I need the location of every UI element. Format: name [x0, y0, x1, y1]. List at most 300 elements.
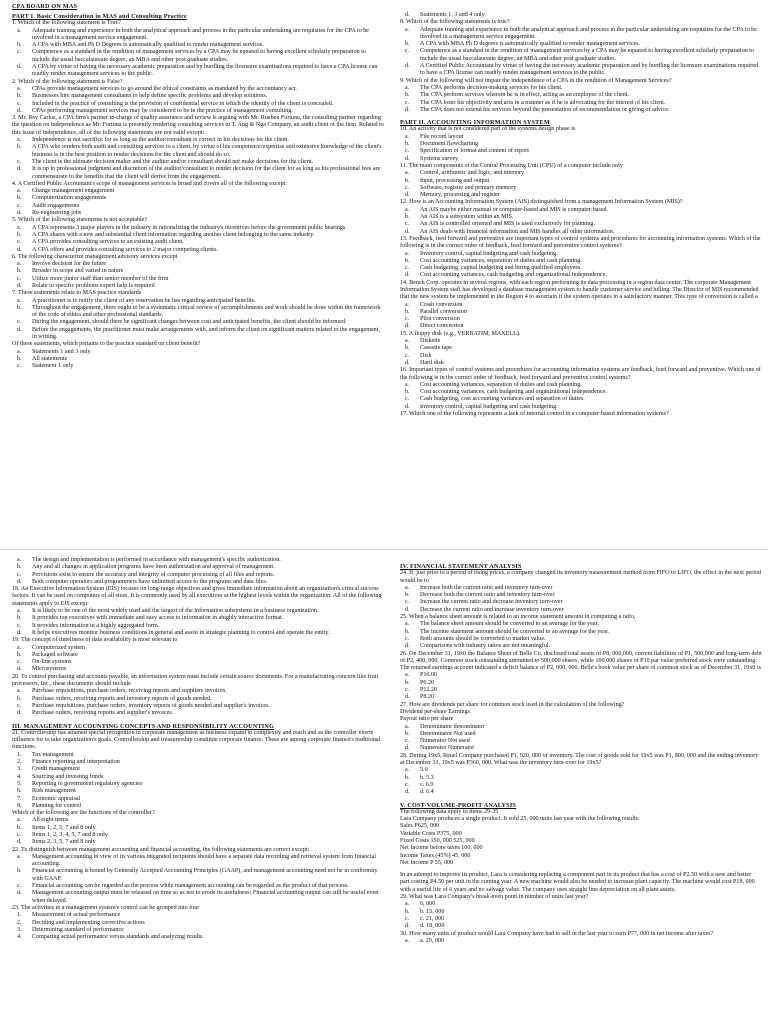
answer-option	[400, 258, 762, 265]
section-heading: III. MANAGEMENT ACCOUNTING CONCEPTS AND RESPONSIBILITY ACCOUNTING	[12, 722, 275, 730]
option-letter: b.	[405, 308, 410, 315]
answer-option	[12, 349, 384, 356]
answer-option	[400, 107, 762, 114]
option-letter: b.	[17, 651, 22, 658]
answer-option	[12, 579, 384, 586]
answer-option	[12, 298, 384, 305]
option-letter: a.	[405, 937, 410, 944]
option-text: Reporting to government regulatory agencies	[32, 780, 143, 787]
option-text: Comparing actual performance versus standards and analyzing results.	[32, 934, 204, 941]
option-letter: a.	[17, 188, 22, 195]
option-text: Any and all changes in application programs have been authorization and approval of management.	[32, 564, 275, 571]
option-letter: c.	[405, 738, 410, 745]
option-text: An AIS is controlled oriented and MIS is used exclusively for planning.	[420, 221, 595, 228]
option-letter: c.	[17, 100, 22, 107]
option-letter: c.	[17, 363, 22, 370]
option-text: Items 2, 3, 5, 7 and 8 only	[32, 839, 96, 846]
column-top-right	[400, 12, 762, 418]
option-letter: a.	[17, 261, 22, 268]
answer-option	[400, 396, 762, 403]
option-letter: a.	[405, 84, 410, 91]
answer-option	[12, 195, 384, 202]
option-letter: b.	[17, 268, 22, 275]
option-text: b. 5.3	[420, 774, 434, 781]
answer-option	[400, 901, 762, 908]
answer-option	[12, 703, 384, 710]
answer-option	[12, 327, 384, 342]
option-text: Financial accounting can be regarded as the process while management accounting can be regarded as the product of that process.	[32, 883, 349, 890]
question-text: Which of the following are the functions of the controller?	[12, 810, 155, 817]
option-letter: d.	[17, 890, 22, 897]
option-letter: 3.	[17, 766, 22, 773]
option-letter: d.	[17, 246, 22, 253]
question-text: Of these statements, which pertains to the practice standard on client benefit?	[12, 341, 201, 348]
option-text: Adequate training and experience in both the analytical approach and process in the particular undertaking are requisites for the CPA to be involved in a management service engagement.	[32, 27, 370, 41]
option-text: Numerator Numerator	[420, 745, 475, 752]
option-letter: b.	[17, 695, 22, 702]
option-text: It is up to professional judgment and discretion of the auditor/consultant to render decision for the client for as long as his professional fees are commensurate to the benefits that the client will derive from the engagement.	[32, 166, 381, 180]
question-text: 16. Important types of control systems and procedures for accounting information systems are feedback, feed forward and preventive. Which one of the following is in the correct order of feedback, feed forward and preventive control systems?	[400, 367, 761, 381]
answer-option	[400, 909, 762, 916]
option-letter: a.	[17, 27, 22, 34]
column-bottom-right	[400, 563, 762, 945]
answer-option	[12, 817, 384, 824]
answer-option	[12, 752, 384, 759]
option-letter: d.	[405, 403, 410, 410]
option-letter: b.	[17, 304, 22, 311]
question-text: 11. The main components of the Central Processing Unit (CPU) of a computer include only	[400, 162, 623, 169]
option-text: Parallel conversion	[420, 308, 467, 315]
option-letter: d.	[405, 745, 410, 752]
option-letter: c.	[17, 622, 22, 629]
option-text: Statements 1 and 3 only	[32, 348, 91, 355]
option-text: Items 1, 2, 5, 7 and 8 only	[32, 824, 96, 831]
option-letter: d.	[405, 63, 410, 70]
option-letter: b.	[17, 93, 22, 100]
option-letter: c.	[17, 571, 22, 578]
option-letter: a.	[17, 688, 22, 695]
answer-option	[12, 239, 384, 246]
answer-option	[12, 645, 384, 652]
question-text: 29. What was Lara Company's break-even point in number of units last year?	[400, 894, 589, 901]
option-text: 6, 000	[420, 901, 436, 908]
option-text: Comparisons with industry ratios are not meaningful.	[420, 643, 551, 650]
option-letter: b.	[17, 868, 22, 875]
option-text: The CPA does not extend his services beyond the presentation of recommendation or giving of advice.	[420, 106, 670, 113]
option-letter: a.	[17, 608, 22, 615]
answer-option	[12, 803, 384, 810]
answer-option	[12, 247, 384, 254]
option-letter: 2.	[17, 919, 22, 926]
answer-option	[400, 178, 762, 185]
option-letter: c.	[17, 702, 22, 709]
option-text: Decrease the current ratio and increase inventory turn-over	[420, 606, 564, 613]
option-letter: 4.	[17, 934, 22, 941]
option-text: Competence as a standard in the rendition of management services by a CPA may be equated to having excellent scholarly preparation to include the usual baccalaureate degree, an MBA and other post graduate studies.	[32, 49, 366, 63]
option-text: Denominator denominator	[420, 723, 485, 730]
answer-option	[400, 302, 762, 309]
answer-option	[400, 687, 762, 694]
option-letter: a.	[17, 348, 22, 355]
answer-option	[400, 599, 762, 606]
answer-option	[400, 731, 762, 738]
option-text: Cash budgeting, cost accounting variances and separation of duties.	[420, 396, 585, 403]
question-text: 13. Feedback, feed forward and preventive are important types of control systems and procedures for accounting information systems. Which of the following is in the correct order of feedback, feed forward and preventive control systems?	[400, 235, 761, 250]
option-text: Risk management	[32, 788, 76, 795]
option-letter: 6.	[17, 788, 22, 795]
question-text: Payout ratio per share	[400, 716, 454, 723]
answer-option	[12, 854, 384, 869]
answer-option	[400, 767, 762, 774]
question-text: Variable Costs P375, 000	[400, 830, 462, 837]
option-text: The CPA loses his objectivity and acts in a manner as if he is advocating for the interest of his client.	[420, 99, 666, 106]
question-text: Sales P625, 000	[400, 823, 440, 830]
option-letter: d.	[405, 192, 410, 199]
option-text: Purchase requisitions, purchase orders, inventory reports of goods needed and supplier's invoices.	[32, 702, 271, 709]
question-text: 24. If, just prior to a period of rising prices, a company changed its inventory measurement method from FIFO to LIFO, the effect in the next period would be to	[400, 570, 762, 584]
option-text: Deciding and implementing corrective actions	[32, 919, 145, 926]
option-text: The balance sheet amount should be converted to an average for the year.	[420, 621, 599, 628]
option-letter: c.	[405, 265, 410, 272]
option-text: Management accounting in view of its various integrated recipients should have a separate data recording and retrieval system from financial accounting.	[32, 853, 377, 868]
option-text: Determining standard of performance	[32, 926, 124, 933]
answer-option	[400, 782, 762, 789]
answer-option	[12, 49, 384, 64]
option-letter: d.	[17, 710, 22, 717]
answer-option	[12, 934, 384, 941]
option-text: c. 6.0	[420, 781, 434, 788]
answer-option	[12, 623, 384, 630]
answer-option	[400, 148, 762, 155]
option-letter: a.	[405, 133, 410, 140]
option-text: Financial accounting is bound by Generally Accepted Accounting Principles (GAAP), and management accounting need not be in conformity with GAAP.	[32, 868, 378, 882]
answer-option	[400, 789, 762, 796]
answer-option	[12, 666, 384, 673]
answer-option	[400, 382, 762, 389]
option-text: Cost accounting variances, cash budgeting and organizational independence.	[420, 272, 607, 279]
option-text: Numerator Not used	[420, 738, 470, 745]
option-text: P16.00	[420, 672, 438, 679]
question-text: 14. Bench Corp. operates in several regions, with each region performing its data processing in a region data center. The corporate Management Information System staff has developed a database management system to handle customer service and billing. The Director of MIS recommended that the new system be implemented in the Region 4 to ascertain if the system operates in a satisfactory manner. This type of conversion is called a	[400, 279, 759, 301]
option-letter: c.	[17, 158, 22, 165]
option-text: P8.20	[420, 694, 435, 701]
option-text: An AIS is a subsystem within an MIS.	[420, 214, 514, 221]
option-text: An AIS maybe either manual or computer-based and MIS is computer-based.	[420, 206, 609, 213]
option-text: Relate to specific problems expert help is required	[32, 282, 155, 289]
question-text: 20. To control purchasing and accounts payable, an information system must include certain source documents. For a manufacturing concern like fruit processors, Inc., these documents should include	[12, 673, 379, 688]
answer-option	[12, 781, 384, 788]
option-text: Included in the practice of consulting is the provision of confidential service in which the identity of the client is concealed.	[32, 100, 334, 107]
option-text: Purchase orders, receiving reports and supplier's invoices.	[32, 710, 174, 717]
answer-option	[12, 839, 384, 846]
answer-option	[400, 185, 762, 192]
option-text: Utilize more junior staff than senior member of the firm	[32, 275, 169, 282]
option-letter: b.	[405, 628, 410, 635]
option-letter: a.	[405, 672, 410, 679]
option-letter: a.	[17, 137, 22, 144]
header-column	[12, 3, 384, 10]
option-text: b. 15, 000	[420, 908, 445, 915]
answer-option	[12, 912, 384, 919]
option-letter: a.	[405, 170, 410, 177]
option-letter: d.	[405, 359, 410, 366]
option-letter: b.	[405, 679, 410, 686]
option-text: d. 18, 000	[420, 923, 445, 930]
option-letter: a.	[405, 250, 410, 257]
option-text: CPAs performing management services may be considered to be in the practice of management consulting.	[32, 107, 293, 114]
option-letter: d.	[405, 272, 410, 279]
page-break-divider	[0, 549, 768, 550]
answer-option	[12, 261, 384, 268]
option-text: Throughout the engagement, there ought to be a systematic critical review of accomplishments and work should be done within the framework of the code of ethics and other professional standards.	[32, 304, 381, 319]
document-header: CPA BOARD ON MAS	[12, 3, 78, 10]
question-text: The following data apply to items 29-35	[400, 808, 499, 815]
option-text: A CPA offers and provides consulting services to 2 major competing clients.	[32, 246, 218, 253]
option-letter: a.	[17, 297, 22, 304]
question-text: 3. Mr. Rey Carlos, a CPA firm's partner in-charge of quality assurance and review is arguing with Mr. Rueben Fortuna, the consulting partner regarding the question on independence as Mr. Fortuna is presently rendering consulting services to T. Ang & Nga Company, an audit client of the firm. Related to this issue of independence, all of the following statements are not valid except:	[12, 115, 384, 136]
answer-option	[400, 923, 762, 930]
option-text: Cost accounting variances, separation of duties and cash planning.	[420, 381, 582, 388]
question-text: 25. When a balance sheet amount is related to an income statement amount in computing a ratio,	[400, 614, 636, 621]
option-text: Tax management	[32, 751, 74, 758]
answer-option	[12, 868, 384, 883]
option-text: A practitioner is to notify the client of any reservation he has regarding anticipated benefits.	[32, 297, 256, 304]
option-letter: b.	[405, 345, 410, 352]
answer-option	[400, 607, 762, 614]
option-letter: a.	[405, 338, 410, 345]
answer-option	[12, 356, 384, 363]
option-letter: b.	[17, 144, 22, 151]
answer-option	[400, 309, 762, 316]
option-text: All eight items	[32, 817, 69, 824]
answer-option	[400, 621, 762, 628]
answer-option	[12, 796, 384, 803]
answer-option	[12, 93, 384, 100]
option-text: Management accounting output must be released on time so as not to erode its usefulness; Financial accounting output can still be useful even when delayed.	[32, 890, 379, 904]
option-letter: d.	[17, 64, 22, 71]
option-text: Change management engagement	[32, 188, 115, 195]
option-letter: c.	[405, 396, 410, 403]
option-text: Credit management	[32, 766, 80, 773]
answer-option	[12, 825, 384, 832]
option-letter: b.	[405, 177, 410, 184]
option-text: Disk	[420, 352, 432, 359]
question-text: 23. The activities in a management system's control can be grouped into four	[12, 904, 200, 911]
option-letter: a.	[405, 584, 410, 591]
option-text: Items 1, 2, 3, 4, 5, 7 and 8 only	[32, 831, 108, 838]
option-letter: c.	[405, 316, 410, 323]
option-letter: c.	[17, 831, 22, 838]
option-text: It is likely to be one of the most widely used and the largest of the information subsystems in a business organization.	[32, 608, 319, 615]
answer-option	[12, 268, 384, 275]
option-letter: 3.	[17, 926, 22, 933]
option-text: Cost accounting variances, separation of duties and cash planning.	[420, 257, 582, 264]
question-text: 17. Which one of the following represents a lack of internal control in a computer-based information systems?	[400, 411, 669, 418]
option-text: Specification of format and content of report	[420, 148, 529, 155]
answer-option	[400, 229, 762, 236]
option-letter: c.	[405, 352, 410, 359]
option-letter: d.	[405, 789, 410, 796]
option-letter: d.	[17, 210, 22, 217]
option-letter: d.	[405, 643, 410, 650]
question-text: 19. The concept of timeliness of data availability is most relevant to	[12, 637, 178, 644]
option-text: On-line systems	[32, 659, 72, 666]
option-text: Decrease both the current ratio and inventory turn-over	[420, 592, 555, 599]
option-text: Audit engagements	[32, 202, 80, 209]
section-heading: PART I. Basic Consideration in MAS and Consulting Practice	[12, 13, 187, 20]
option-letter: d.	[405, 923, 410, 930]
question-text: 5. Which of the following statements is not acceptable?	[12, 217, 148, 224]
option-text: An AIS deals with financial information and MIS handles all other information.	[420, 228, 615, 235]
option-text: Crash conversion	[420, 301, 463, 308]
answer-option	[400, 265, 762, 272]
option-letter: c.	[17, 49, 22, 56]
answer-option	[400, 404, 762, 411]
answer-option	[400, 192, 762, 199]
answer-option	[12, 659, 384, 666]
option-letter: b.	[405, 774, 410, 781]
answer-option	[400, 156, 762, 163]
option-text: Statement 1 only	[32, 363, 74, 370]
option-text: File record layout	[420, 133, 464, 140]
question-text: Dividend per-share Earnings	[400, 708, 470, 715]
option-letter: b.	[405, 257, 410, 264]
question-text: 4. A Certified Public Accountant's scope of management services is broad and covers all of the following except:	[12, 180, 287, 187]
answer-option	[12, 774, 384, 781]
answer-option	[400, 360, 762, 367]
option-letter: d.	[405, 155, 410, 162]
option-text: Economic appraisal	[32, 795, 81, 802]
option-text: All statements	[32, 355, 68, 362]
option-text: The CPA perform services wherein he is in effect, acting as an employee of the client.	[420, 92, 629, 99]
question-text: 22. To distinguish between management accounting and financial accounting, the following statements are correct except:	[12, 846, 310, 853]
option-letter: a.	[405, 301, 410, 308]
option-text: Inventory control, capital budgeting and cash budgeting.	[420, 403, 558, 410]
option-letter: b.	[17, 824, 22, 831]
option-text: Document flowcharting	[420, 141, 479, 148]
option-letter: d.	[17, 282, 22, 289]
option-text: Both computer operators and programmers have unlimited access to the programs and data files.	[32, 578, 268, 585]
question-text: Net Income before taxes 100, 000	[400, 845, 483, 852]
answer-option	[400, 938, 762, 945]
option-letter: b.	[405, 389, 410, 396]
option-text: Software, register and primary memory	[420, 184, 517, 191]
answer-option	[400, 12, 762, 19]
answer-option	[12, 890, 384, 905]
option-text: Cost accounting variances, cash budgeting and organizational independence.	[420, 389, 607, 396]
option-text: A CPA represents 3 major players in the industry in rationalizing the industry's incentives before the government public hearings.	[32, 224, 347, 231]
option-letter: 1.	[17, 912, 22, 919]
option-letter: b.	[405, 908, 410, 915]
option-letter: d.	[17, 578, 22, 585]
option-letter: c.	[17, 883, 22, 890]
option-text: It provides information in a highly aggregated form.	[32, 622, 160, 629]
question-text: 2. Which of the following statement is False?	[12, 78, 123, 85]
answer-option	[12, 630, 384, 637]
question-text: Net Income P 55, 000	[400, 859, 454, 866]
option-letter: 7.	[17, 795, 22, 802]
answer-option	[12, 166, 384, 181]
answer-option	[400, 134, 762, 141]
answer-option	[400, 100, 762, 107]
column-top-left	[12, 13, 384, 371]
answer-option	[12, 920, 384, 927]
answer-option	[400, 694, 762, 701]
option-text: A CPA by virtue of having the necessary academic preparation and by hurdling the licensure examinations required to have a CPA license can readily render management services to the public.	[32, 64, 378, 78]
section-heading: IV. FINANCIAL STATEMENT ANALYSIS	[400, 563, 522, 570]
option-letter: b.	[405, 592, 410, 599]
option-letter: d.	[17, 166, 22, 173]
answer-option	[400, 48, 762, 63]
answer-option	[12, 615, 384, 622]
option-letter: c.	[17, 275, 22, 282]
option-letter: a.	[405, 26, 410, 33]
question-text: 26. On December 31, 19x0 the Balance Sheet of Belle Co. disclosed total assets of P8, 000,000, current liabilities of P1, 500,000 and long-term debt of P2, 400, 000. Common stock outstanding amounted to 500,000 shares, while 100,000 shares of P10 par value preferred stock were outstanding. The retained earnings account indicated a deficit balance of P2, 000, 000. Belle's book value per share of common stock as of December 31, 19x0 is	[400, 650, 762, 672]
option-letter: c.	[405, 635, 410, 642]
option-text: Computerized system	[32, 644, 85, 651]
option-letter: d.	[17, 839, 22, 846]
option-letter: d.	[405, 323, 410, 330]
option-text: Pilot conversion	[420, 316, 460, 323]
answer-option	[400, 353, 762, 360]
answer-option	[400, 629, 762, 636]
option-text: Re-engineering jobs	[32, 210, 82, 217]
answer-option	[400, 585, 762, 592]
answer-option	[400, 323, 762, 330]
option-text: Microsystems	[32, 666, 67, 673]
option-letter: c.	[405, 221, 410, 228]
question-text: 10. An activity that is not considered part of the systems design phase is	[400, 126, 576, 133]
option-text: Adequate training and experience in both the analytical approach and process in the particular undertaking are requisites for the CPA to be involved in a management service engagement.	[420, 26, 758, 40]
answer-option	[12, 188, 384, 195]
option-text: It helps executives monitor business conditions in general and assist in strategic planning to control and operate the entity.	[32, 629, 330, 636]
answer-option	[400, 680, 762, 687]
answer-option	[12, 144, 384, 159]
option-text: During the engagement, should there be significant changes between cost and anticipated benefits, the client should be informed.	[32, 319, 347, 326]
answer-option	[12, 232, 384, 239]
option-text: Denominator Not used	[420, 730, 476, 737]
option-letter: d.	[405, 606, 410, 613]
option-text: Broader in scope and varied in nature	[32, 268, 124, 275]
question-text: Lara Company produces a single product. It sold 25, 000 units last year with the following results:	[400, 816, 640, 823]
question-text: 18. An Executive Information System (EIS) focuses on long-range objectives and gives immediate information about an organization's critical success factors. It can be used on computers of all sizes. It is commonly used by all executives at the highest levels within the organization. All of the following statements apply to EIS except:	[12, 586, 382, 607]
option-text: Systems survey	[420, 155, 459, 162]
answer-option	[400, 745, 762, 752]
option-letter: c.	[405, 99, 410, 106]
answer-option	[12, 283, 384, 290]
question-text: 6. The following characterize management advisory services except	[12, 253, 178, 260]
option-letter: a.	[405, 767, 410, 774]
option-text: Diskette	[420, 338, 441, 345]
option-text: Sourcing and investing funds	[32, 773, 104, 780]
answer-option	[12, 564, 384, 571]
answer-option	[12, 210, 384, 217]
option-text: Computerization engagements	[32, 195, 107, 202]
option-text: Planning for control	[32, 802, 82, 809]
answer-option	[12, 305, 384, 320]
option-text: The income statement amount should be converted to an average for the year.	[420, 628, 610, 635]
option-letter: b.	[17, 231, 22, 238]
option-text: Businesses hire management consultants to help define specific problems and develop solutions.	[32, 93, 268, 100]
option-letter: a.	[17, 85, 22, 92]
option-letter: c.	[17, 319, 22, 326]
option-letter: b.	[405, 730, 410, 737]
answer-option	[12, 276, 384, 283]
answer-option	[400, 170, 762, 177]
section-heading: PART II. ACCOUNTING INFORMATION SYSTEM	[400, 119, 550, 127]
option-text: CPAs provide management services to go around the ethical constraints as mandated by the accountancy act.	[32, 85, 298, 92]
option-letter: b.	[17, 355, 22, 362]
